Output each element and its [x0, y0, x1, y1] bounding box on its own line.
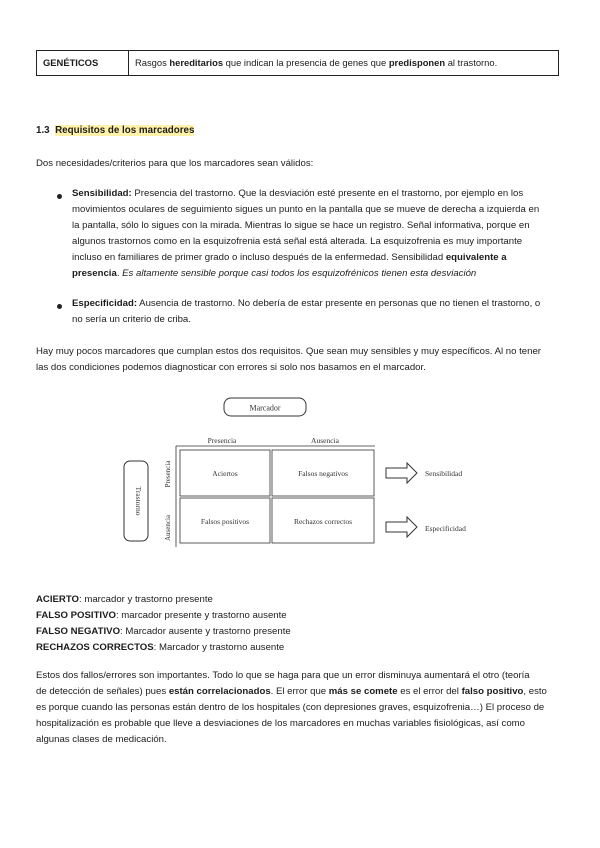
especificidad-item: Especificidad: Ausencia de trastorno. No debería de estar presente en personas que no tienen el trastorno, o no sería un criterio de criba.: [72, 298, 541, 325]
arrow-especificidad-icon: [386, 517, 417, 537]
row-ausencia: Ausencia: [164, 514, 172, 542]
svg-text:Falsos negativos: Falsos negativos: [298, 469, 348, 478]
svg-text:Aciertos: Aciertos: [212, 469, 238, 478]
paragraph-requisitos: Hay muy pocos marcadores que cumplan estos dos requisitos. Que sean muy sensibles y muy específicos. Al no tener las dos condiciones podemos diagnosticar con errores si solo nos basamos en el marcador.: [36, 346, 541, 373]
table-definition: Rasgos hereditarios que indican la presencia de genes que predisponen al trastorno.: [135, 57, 498, 68]
arrow-sensibilidad-icon: [386, 463, 417, 483]
bullet-dot: [57, 194, 62, 199]
sensibilidad-item: Sensibilidad: Presencia del trastorno. Que la desviación esté presente en el trastorno, por ejemplo en los movimientos oculares de seguimiento sigues un punto en la pantalla que se mueve de derecha a izquierda en la pantalla, sólo lo sigues con la mirada. Mientras lo sigue se hace un registro. Señal informativa, porque en algunos trastornos como en la esquizofrenia está señal está alterada. La esquizofrenia es muy importante incluso en familiares de primer grado o incluso después de la enfermedad. Sensibilidad equivalente a presencia. Es altamente sensible porque casi todos los esquizofrénicos tienen esta desviación: [72, 188, 540, 279]
definition-table: [36, 50, 559, 76]
col-ausencia: Ausencia: [311, 436, 339, 445]
col-presencia: Presencia: [207, 436, 237, 445]
section-number: 1.3: [36, 125, 50, 136]
marcador-label: Marcador: [249, 403, 281, 413]
especificidad-label: Especificidad:: [72, 298, 138, 309]
sensibilidad-label: Sensibilidad:: [72, 188, 132, 199]
sensibilidad-output: Sensibilidad: [425, 469, 463, 478]
section-heading: [36, 125, 194, 136]
row-presencia: Presencia: [164, 460, 172, 488]
svg-text:Falsos positivos: Falsos positivos: [200, 517, 250, 526]
definition-item: ACIERTO: marcador y trastorno presente: [36, 594, 213, 605]
section-title: Requisitos de los marcadores: [55, 125, 195, 136]
svg-text:Rechazos correctos: Rechazos correctos: [293, 517, 353, 526]
definition-item: FALSO POSITIVO: marcador presente y trastorno ausente: [36, 610, 287, 621]
marcador-diagram: [110, 392, 490, 552]
definition-item: RECHAZOS CORRECTOS: Marcador y trastorno ausente: [36, 642, 285, 653]
paragraph-errores: Estos dos fallos/errores son importantes. Todo lo que se haga para que un error disminuya aumentará el otro (teoría de detección de señales) pues están correlacionados. El error que más se comete es el error del falso positivo, esto es porque cuando las personas están dentro de los hospitales (con depresiones graves, esquizofrenia…) El proceso de hospitalización es probable que lleve a desviaciones de los marcadores en muchas variables fisiológicas, así como algunas clases de medicación.: [36, 670, 547, 745]
especificidad-output: Especificidad: [425, 524, 466, 533]
table-term: GENÉTICOS: [37, 51, 129, 75]
bullet-dot: [57, 304, 62, 309]
intro-text: Dos necesidades/criterios para que los marcadores sean válidos:: [36, 158, 314, 169]
definitions-list: [36, 592, 291, 656]
definition-item: FALSO NEGATIVO: Marcador ausente y trastorno presente: [36, 626, 291, 637]
trastorno-label: Trastorno: [134, 486, 143, 516]
